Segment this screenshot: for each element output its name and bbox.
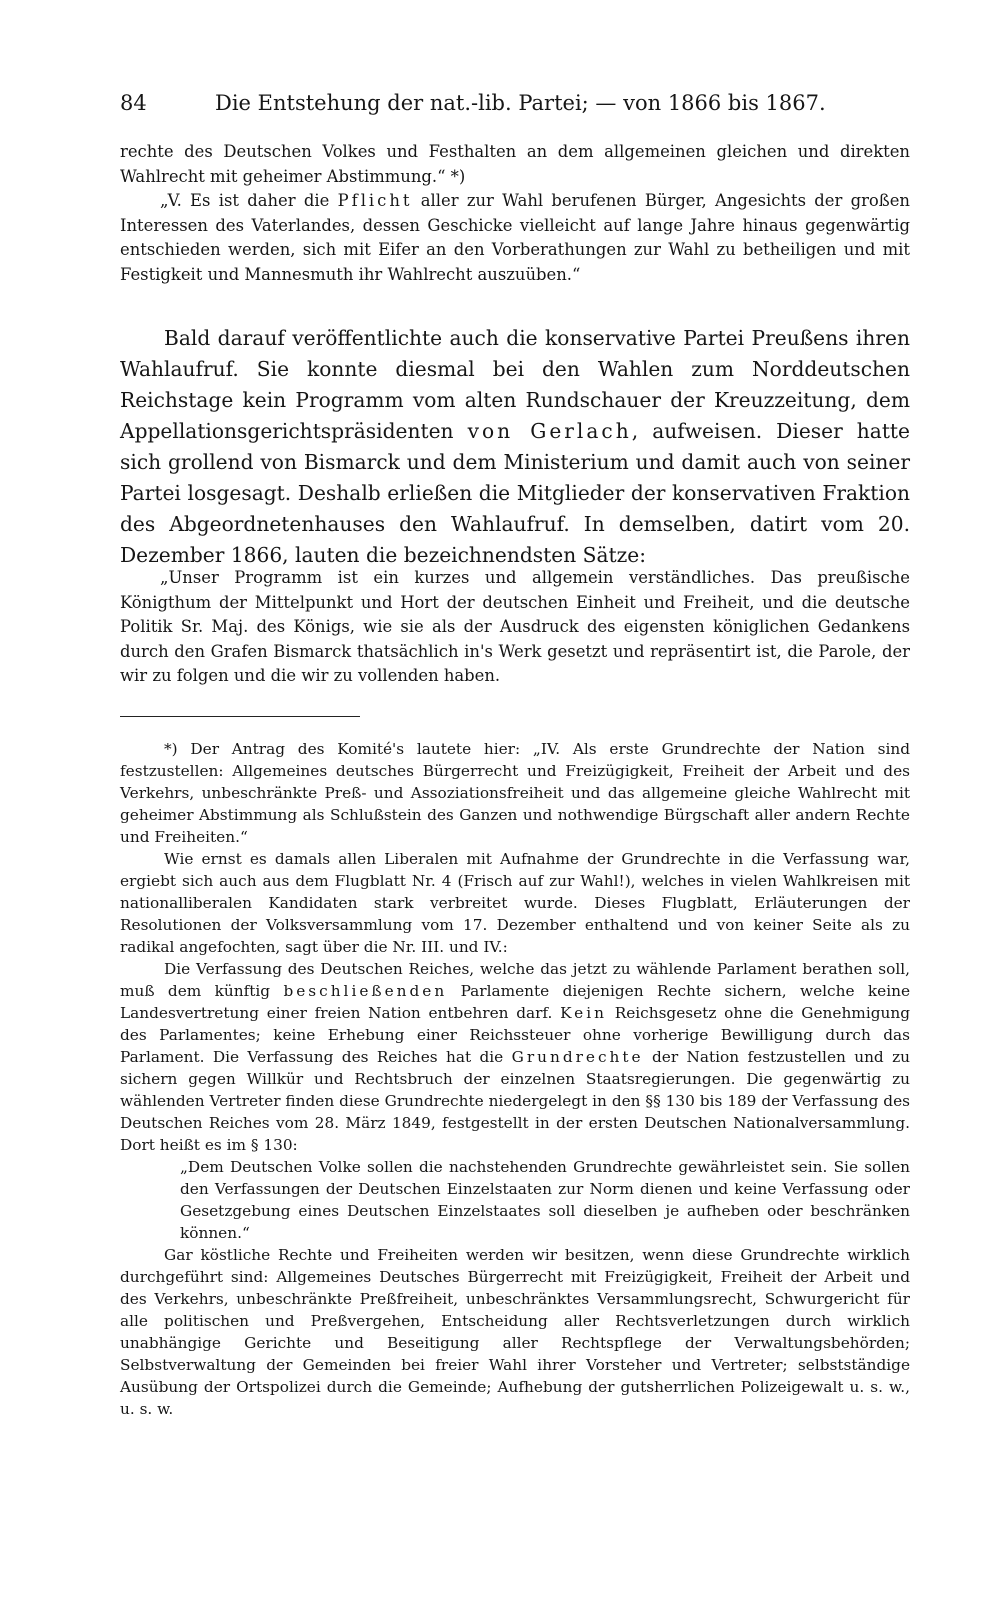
running-title: Die Entstehung der nat.-lib. Partei; — von 1866 bis 1867. [215, 91, 826, 115]
quote-point-v [120, 189, 910, 287]
footnote-p3-emphasis-d: Kein [560, 1004, 607, 1022]
page-number: 84 [120, 91, 147, 115]
footnote-paragraph-3 [120, 958, 910, 1156]
footnote-p3-text-a: Die Verfassung des Deutschen Reiches, welche das jetzt zu wählende Parlament berathen soll, muß dem künftig [120, 960, 910, 1000]
footnote-p3-text-e: Reichsgesetz ohne die Genehmigung des Parlamentes; keine Erhebung einer Reichssteuer ohne vorherige Bewilligung durch das Parlament. Die Verfassung des Reiches hat die [120, 1004, 910, 1066]
running-header [120, 88, 900, 118]
footnote-block [120, 738, 910, 1420]
quote-continuation-block [120, 140, 910, 287]
quote-v-text-2: aller zur Wahl berufenen Bürger, Angesichts der großen Interessen des Vaterlandes, dessen Geschicke vielleicht auf lange Jahre hinaus gegenwärtig entschieden werden, sich mit Eifer an den Vorberathungen zur Wahl zu betheiligen und mit Festigkeit und Mannesmuth ihr Wahlrecht auszuüben.“ [120, 191, 910, 284]
footnote-p3-text-g: der Nation festzustellen und zu sichern gegen Willkür und Rechtsbruch der einzelnen Staatsregierungen. Die gegenwärtig zu wählenden Vertreter finden diese Grundrechte niedergelegt in den §§ 130 bis 189 der Verfassung des Deutschen Reiches vom 28. März 1849, festgestellt in der ersten Deutschen Nationalversammlung. Dort heißt es im § 130: [120, 1048, 910, 1154]
main-paragraph-block [120, 323, 910, 571]
footnote-paragraph-4: „Dem Deutschen Volke sollen die nachstehenden Grundrechte gewährleistet sein. Sie sollen den Verfassungen der Deutschen Einzelstaaten zur Norm dienen und keine Verfassung oder Gesetzgebung eines Deutschen Einzelstaates soll dieselben je aufheben oder beschränken können.“ [180, 1158, 910, 1242]
footnote-p3-emphasis-b: beschließenden [283, 982, 448, 1000]
main-paragraph [120, 323, 910, 571]
conservative-quote-block [120, 566, 910, 689]
footnote-paragraph-2: Wie ernst es damals allen Liberalen mit Aufnahme der Grundrechte in die Verfassung war, ergiebt sich auch aus dem Flugblatt Nr. 4 (Frisch auf zur Wahl!), welches in vielen Wahlkreisen mit nationalliberalen Kandidaten stark verbreitet wurde. Dieses Flugblatt, Erläuterungen der Resolutionen der Volksversammlung vom 17. Dezember enthaltend und von keiner Seite als zu radikal angefochten, sagt über die Nr. III. und IV.: [120, 850, 910, 956]
main-paragraph-emphasis: von Gerlach [467, 419, 632, 443]
footnote-p3-text-c: Parlamente diejenigen Rechte sichern, welche keine Landesvertretung einer freien Nation entbehren darf. [120, 982, 910, 1022]
quote-v-text-1: „V. Es ist daher die [160, 191, 338, 210]
conservative-quote: „Unser Programm ist ein kurzes und allgemein verständliches. Das preußische Königthum der Mittelpunkt und Hort der deutschen Einheit und Freiheit, und die deutsche Politik Sr. Maj. des Königs, wie sie als der Ausdruck des eigensten königlichen Gedankens durch den Grafen Bismarck thatsächlich in's Werk gesetzt und repräsentirt ist, die Parole, der wir zu folgen und die wir zu vollenden haben. [120, 568, 910, 685]
quote-v-emphasis: Pflicht [337, 191, 413, 210]
footnote-divider [120, 716, 360, 717]
footnote-paragraph-1: *) Der Antrag des Komité's lautete hier: „IV. Als erste Grundrechte der Nation sind festzustellen: Allgemeines deutsches Bürgerrecht und Freizügigkeit, Freiheit der Arbeit und des Verkehrs, unbeschränkte Preß- und Assoziationsfreiheit und das allgemeine gleiche Wahlrecht mit geheimer Abstimmung als Schlußstein des Ganzen und nothwendige Bürgschaft aller andern Rechte und Freiheiten.“ [120, 740, 910, 846]
main-paragraph-text-1: Bald darauf veröffentlichte auch die konservative Partei Preußens ihren Wahlaufruf. Sie konnte diesmal bei den Wahlen zum Norddeutschen Reichstage kein Programm vom alten Rundschauer der Kreuzzeitung, dem Appellationsgerichtspräsidenten [120, 326, 910, 443]
quote-continuation: rechte des Deutschen Volkes und Festhalten an dem allgemeinen gleichen und direkten Wahlrecht mit geheimer Abstimmung.“ *) [120, 142, 910, 186]
footnote-p3-emphasis-f: Grundrechte [511, 1048, 644, 1066]
main-paragraph-text-2: , aufweisen. Dieser hatte sich grollend von Bismarck und dem Ministerium und damit auch von seiner Partei losgesagt. Deshalb erließen die Mitglieder der konservativen Fraktion des Abgeordnetenhauses den Wahlaufruf. In demselben, datirt vom 20. Dezember 1866, lauten die bezeichnendsten Sätze: [120, 419, 910, 567]
footnote-paragraph-5: Gar köstliche Rechte und Freiheiten werden wir besitzen, wenn diese Grundrechte wirklich durchgeführt sind: Allgemeines Deutsches Bürgerrecht mit Freizügigkeit, Freiheit der Arbeit und des Verkehrs, unbeschränkte Preßfreiheit, unbeschränktes Versammlungsrecht, Schwurgericht für alle politischen und Preßvergehen, Entscheidung aller Rechtsverletzungen durch wirklich unabhängige Gerichte und Beseitigung aller Rechtspflege der Verwaltungsbehörden; Selbstverwaltung der Gemeinden bei freier Wahl ihrer Vorsteher und Vertreter; selbstständige Ausübung der Ortspolizei durch die Gemeinde; Aufhebung der gutsherrlichen Polizeigewalt u. s. w., u. s. w. [120, 1246, 910, 1418]
